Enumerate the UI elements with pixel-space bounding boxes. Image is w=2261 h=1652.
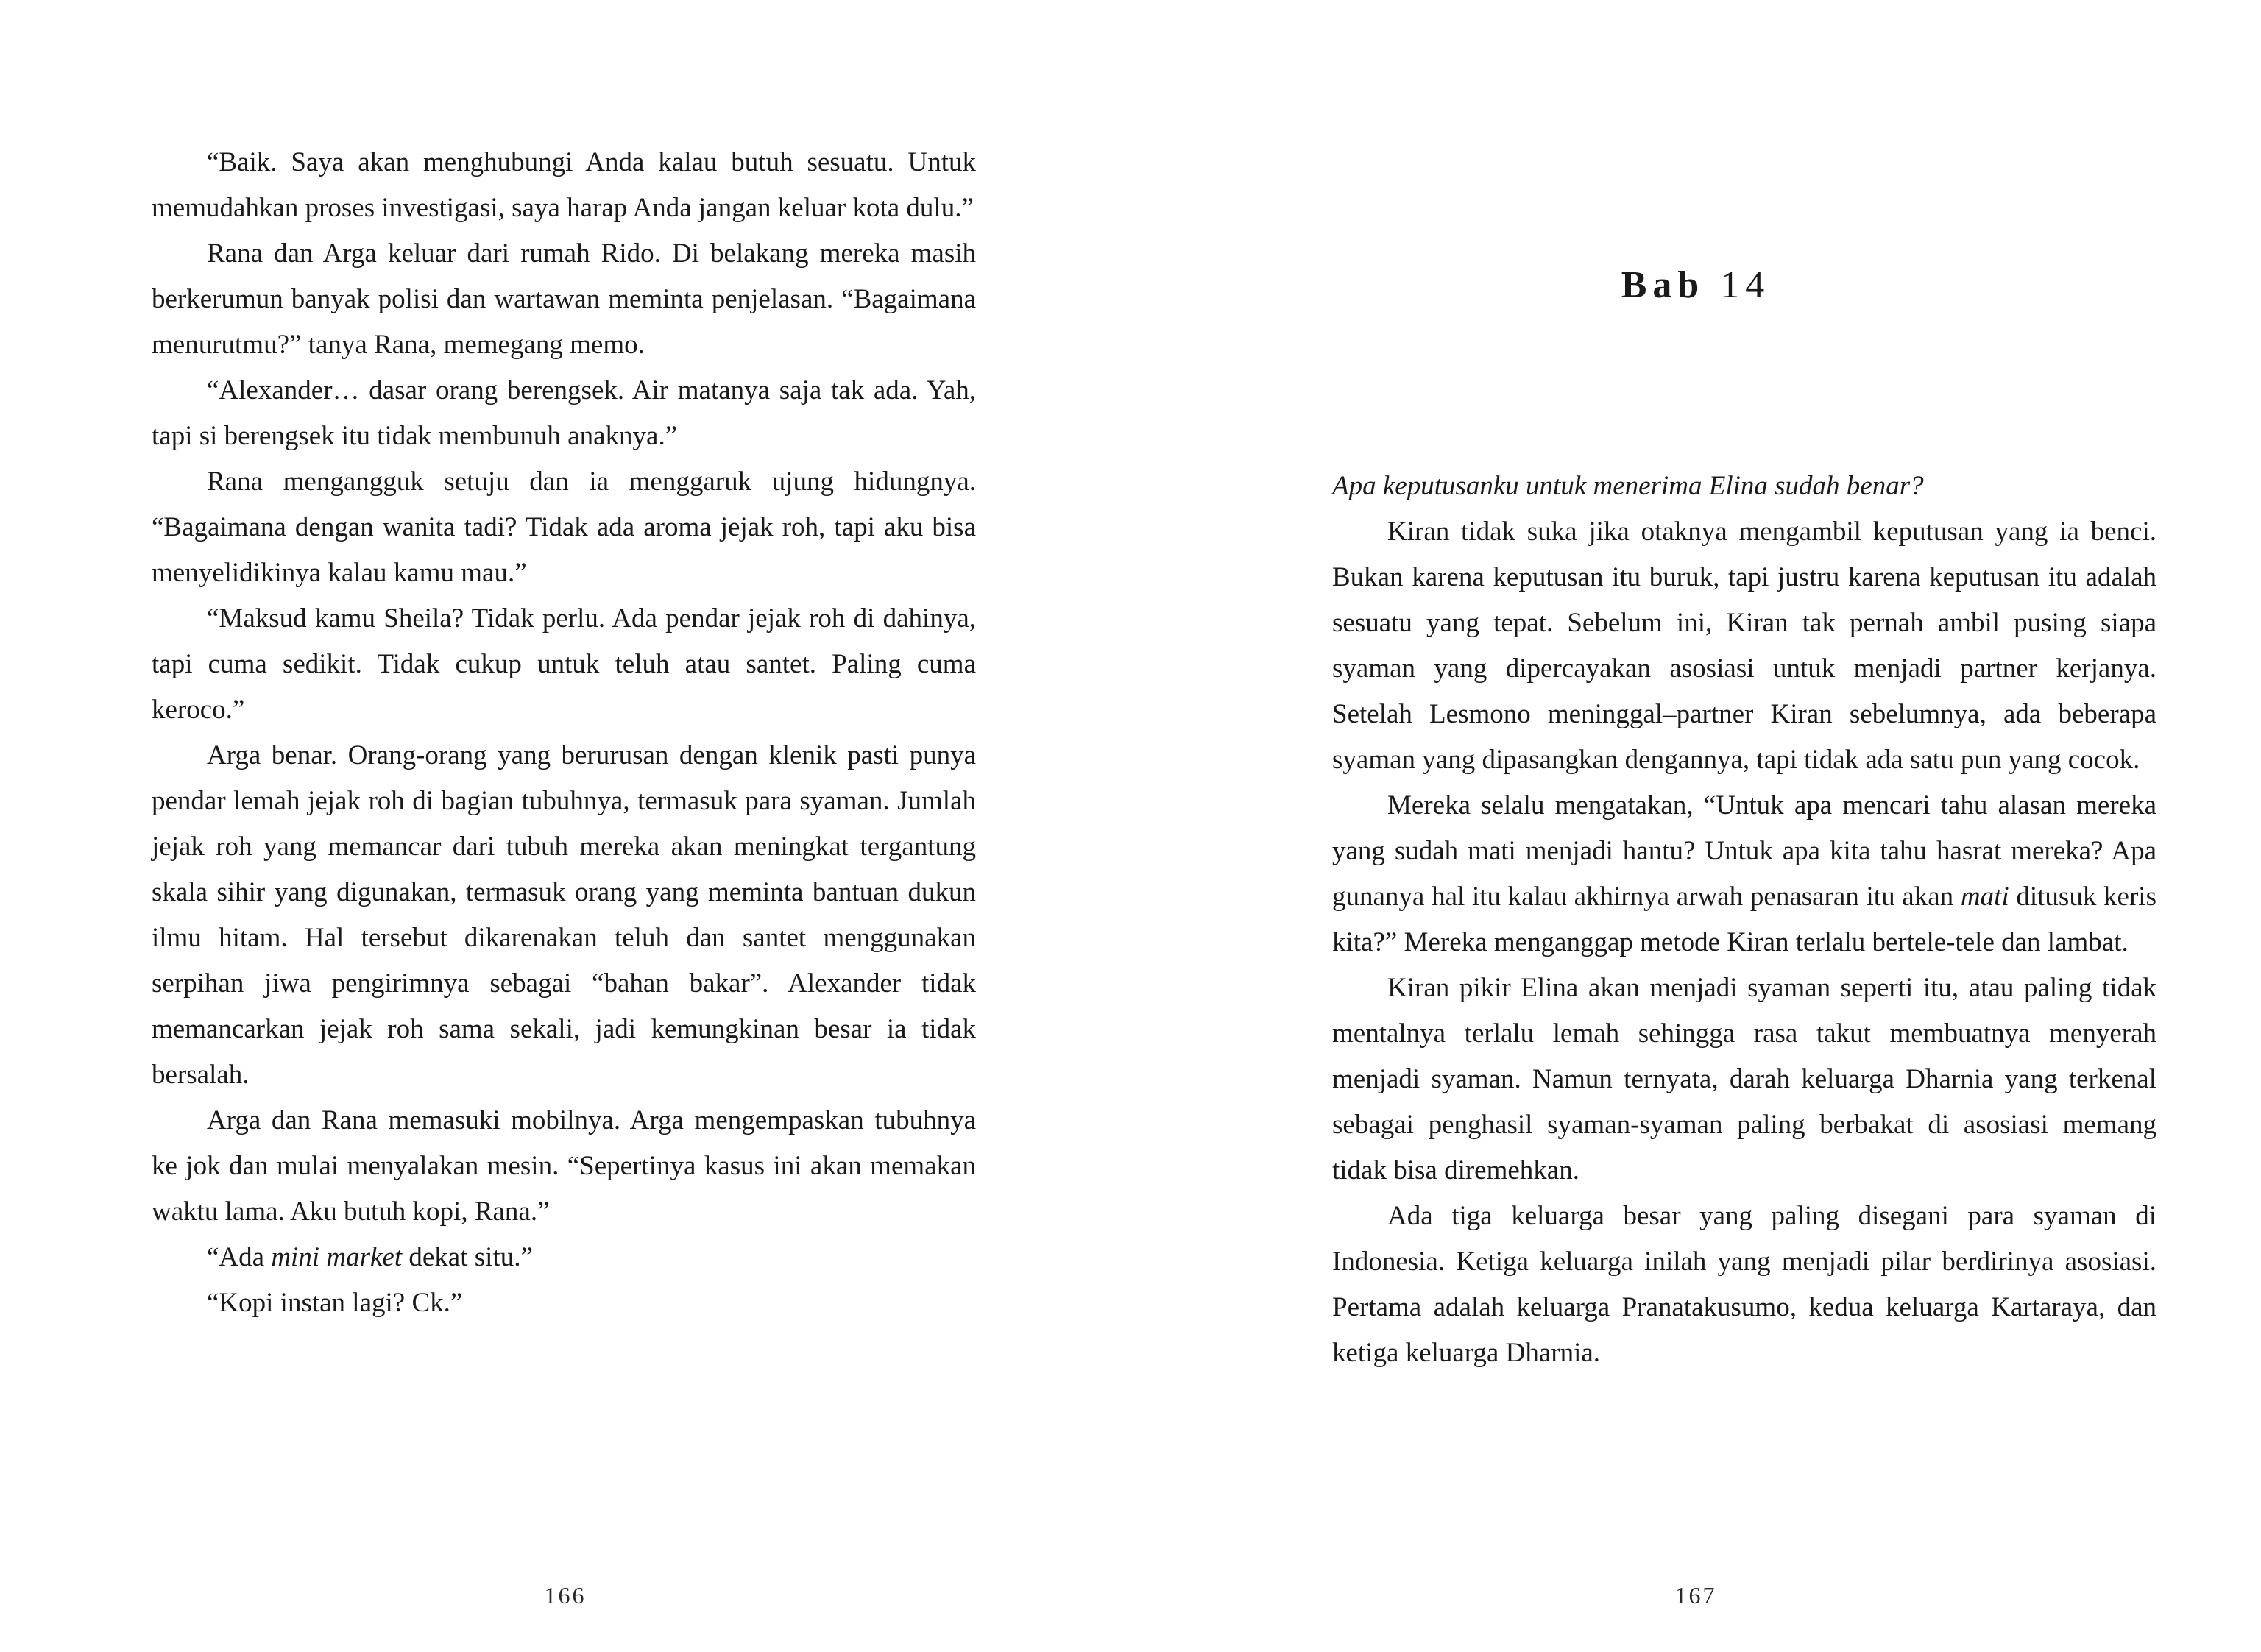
paragraph: Rana mengangguk setuju dan ia menggaruk ujung hidungnya. “Bagaimana dengan wanita tadi? Tidak ada aroma jejak roh, tapi aku bisa menyelidikinya kalau kamu mau.”: [152, 467, 976, 588]
right-page-body: [1332, 464, 2156, 1376]
paragraph: “Baik. Saya akan menghubungi Anda kalau butuh sesuatu. Untuk memudahkan proses investigasi, saya harap Anda jangan keluar kota dulu.”: [152, 147, 976, 223]
paragraph: “Maksud kamu Sheila? Tidak perlu. Ada pendar jejak roh di dahinya, tapi cuma sedikit. Tidak cukup untuk teluh atau santet. Paling cuma keroco.”: [152, 603, 976, 725]
text-run: ditusuk keris kita?” Mereka menganggap metode Kiran terlalu bertele-tele dan lambat.: [1332, 882, 2156, 957]
right-page: [1130, 0, 2261, 1652]
paragraph: [1332, 783, 2156, 965]
left-page-body: [152, 140, 976, 1326]
text-run: dekat situ.”: [402, 1242, 533, 1272]
page-number: 167: [1674, 1582, 1717, 1609]
paragraph: Ada tiga keluarga besar yang paling disegani para syaman di Indonesia. Ketiga keluarga inilah yang menjadi pilar berdirinya asosiasi. Pertama adalah keluarga Pranatakusumo, kedua keluarga Kartaraya, dan ketiga keluarga Dharnia.: [1332, 1201, 2156, 1368]
text-run: Mereka selalu mengatakan, “Untuk apa mencari tahu alasan mereka yang sudah mati menjadi hantu? Untuk apa kita tahu hasrat mereka? Apa gunanya hal itu kalau akhirnya arwah penasaran itu akan: [1332, 790, 2156, 912]
italic-text: mini market: [271, 1242, 403, 1272]
left-page: [0, 0, 1130, 1652]
paragraph: Arga benar. Orang-orang yang berurusan dengan klenik pasti punya pendar lemah jejak roh di bagian tubuhnya, termasuk para syaman. Jumlah jejak roh yang memancar dari tubuh mereka akan meningkat tergantung skala sihir yang digunakan, termasuk orang yang meminta bantuan dukun ilmu hitam. Hal tersebut dikarenakan teluh dan santet menggunakan serpihan jiwa pengirimnya sebagai “bahan bakar”. Alexander tidak memancarkan jejak roh sama sekali, jadi kemungkinan besar ia tidak bersalah.: [152, 740, 976, 1090]
text-run: “Ada: [207, 1242, 272, 1272]
chapter-word: Bab: [1621, 264, 1705, 306]
page-number: 166: [544, 1582, 587, 1609]
chapter-number: 14: [1720, 264, 1771, 306]
paragraph: Kiran tidak suka jika otaknya mengambil keputusan yang ia benci. Bukan karena keputusan itu buruk, tapi justru karena keputusan itu adalah sesuatu yang tepat. Sebelum ini, Kiran tak pernah ambil pusing siapa syaman yang dipercayakan asosiasi untuk menjadi partner kerjanya. Setelah Lesmono meninggal–partner Kiran sebelumnya, ada beberapa syaman yang dipasangkan dengannya, tapi tidak ada satu pun yang cocok.: [1332, 517, 2156, 775]
paragraph: Arga dan Rana memasuki mobilnya. Arga mengempaskan tubuhnya ke jok dan mulai menyalakan mesin. “Sepertinya kasus ini akan memakan waktu lama. Aku butuh kopi, Rana.”: [152, 1105, 976, 1227]
italic-text: mati: [1960, 882, 2009, 912]
epigraph: Apa keputusanku untuk menerima Elina sudah benar?: [1332, 471, 1924, 501]
paragraph: [152, 1235, 976, 1280]
paragraph: Kiran pikir Elina akan menjadi syaman seperti itu, atau paling tidak mentalnya terlalu lemah sehingga rasa takut membuatnya menyerah menjadi syaman. Namun ternyata, darah keluarga Dharnia yang terkenal sebagai penghasil syaman-syaman paling berbakat di asosiasi memang tidak bisa diremehkan.: [1332, 973, 2156, 1185]
paragraph: “Kopi instan lagi? Ck.”: [207, 1288, 463, 1318]
chapter-title: [1130, 263, 2261, 307]
paragraph: “Alexander… dasar orang berengsek. Air matanya saja tak ada. Yah, tapi si berengsek itu tidak membunuh anaknya.”: [152, 375, 976, 451]
paragraph: Rana dan Arga keluar dari rumah Rido. Di belakang mereka masih berkerumun banyak polisi dan wartawan meminta penjelasan. “Bagaimana menurutmu?” tanya Rana, memegang memo.: [152, 238, 976, 360]
